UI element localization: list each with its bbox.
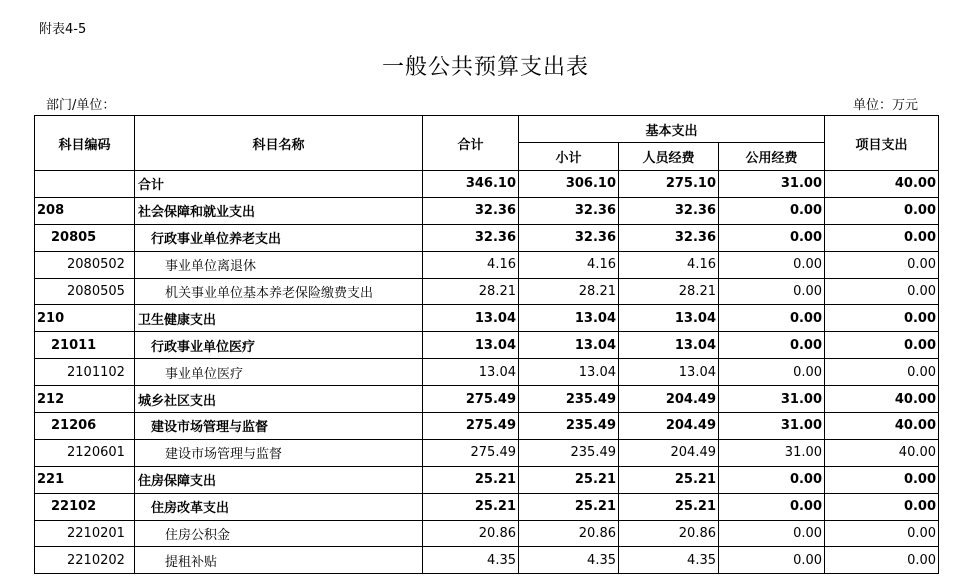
cell-subtotal: 235.49 — [519, 413, 619, 440]
cell-public: 31.00 — [719, 171, 825, 198]
cell-total: 13.04 — [423, 359, 519, 386]
cell-personnel: 4.16 — [619, 251, 719, 278]
table-row — [35, 171, 939, 198]
department-label: 部门/单位： — [46, 98, 116, 113]
table-row — [35, 466, 939, 493]
cell-project: 0.00 — [825, 547, 939, 574]
cell-project: 0.00 — [825, 251, 939, 278]
header-subtotal: 小计 — [519, 143, 619, 171]
cell-name: 事业单位离退休 — [135, 251, 423, 278]
cell-public: 0.00 — [719, 466, 825, 493]
cell-subtotal: 4.35 — [519, 547, 619, 574]
table-row — [35, 305, 939, 332]
cell-code: 2080505 — [35, 278, 135, 305]
cell-code: 2210201 — [35, 520, 135, 547]
header-name: 科目名称 — [135, 116, 423, 171]
cell-code: 2080502 — [35, 251, 135, 278]
table-row — [35, 278, 939, 305]
unit-label: 单位：万元 — [852, 98, 918, 113]
cell-personnel: 13.04 — [619, 359, 719, 386]
cell-personnel: 204.49 — [619, 413, 719, 440]
cell-project: 0.00 — [825, 305, 939, 332]
cell-name: 建设市场管理与监督 — [135, 439, 423, 466]
cell-subtotal: 25.21 — [519, 493, 619, 520]
cell-name: 提租补贴 — [135, 547, 423, 574]
table-body — [35, 171, 939, 574]
cell-name: 住房保障支出 — [135, 466, 423, 493]
cell-personnel: 4.35 — [619, 547, 719, 574]
budget-table — [34, 115, 939, 574]
cell-project: 0.00 — [825, 466, 939, 493]
cell-name: 卫生健康支出 — [135, 305, 423, 332]
cell-project: 0.00 — [825, 520, 939, 547]
cell-project: 0.00 — [825, 359, 939, 386]
cell-name: 社会保障和就业支出 — [135, 197, 423, 224]
cell-project: 0.00 — [825, 224, 939, 251]
cell-personnel: 32.36 — [619, 197, 719, 224]
cell-project: 0.00 — [825, 278, 939, 305]
cell-total: 275.49 — [423, 413, 519, 440]
cell-total: 275.49 — [423, 439, 519, 466]
cell-subtotal: 13.04 — [519, 332, 619, 359]
header-project: 项目支出 — [825, 116, 939, 171]
table-row — [35, 547, 939, 574]
cell-name: 事业单位医疗 — [135, 359, 423, 386]
cell-total: 20.86 — [423, 520, 519, 547]
cell-personnel: 13.04 — [619, 305, 719, 332]
cell-public: 0.00 — [719, 332, 825, 359]
cell-total: 275.49 — [423, 386, 519, 413]
cell-subtotal: 4.16 — [519, 251, 619, 278]
cell-personnel: 275.10 — [619, 171, 719, 198]
table-row — [35, 251, 939, 278]
cell-public: 31.00 — [719, 439, 825, 466]
cell-code: 208 — [35, 197, 135, 224]
cell-code: 210 — [35, 305, 135, 332]
cell-code: 2101102 — [35, 359, 135, 386]
cell-name: 合计 — [135, 171, 423, 198]
cell-total: 25.21 — [423, 493, 519, 520]
cell-public: 0.00 — [719, 224, 825, 251]
cell-total: 25.21 — [423, 466, 519, 493]
cell-name: 住房公积金 — [135, 520, 423, 547]
cell-subtotal: 306.10 — [519, 171, 619, 198]
cell-personnel: 25.21 — [619, 466, 719, 493]
cell-personnel: 20.86 — [619, 520, 719, 547]
cell-name: 城乡社区支出 — [135, 386, 423, 413]
cell-project: 40.00 — [825, 439, 939, 466]
cell-project: 40.00 — [825, 171, 939, 198]
cell-total: 28.21 — [423, 278, 519, 305]
cell-code: 212 — [35, 386, 135, 413]
appendix-label: 附表4-5 — [39, 22, 87, 37]
cell-code: 2210202 — [35, 547, 135, 574]
header-code: 科目编码 — [35, 116, 135, 171]
cell-subtotal: 32.36 — [519, 224, 619, 251]
cell-subtotal: 235.49 — [519, 386, 619, 413]
cell-subtotal: 235.49 — [519, 439, 619, 466]
cell-personnel: 25.21 — [619, 493, 719, 520]
cell-personnel: 28.21 — [619, 278, 719, 305]
table-row — [35, 332, 939, 359]
cell-personnel: 204.49 — [619, 439, 719, 466]
cell-public: 0.00 — [719, 197, 825, 224]
table-row — [35, 197, 939, 224]
cell-subtotal: 13.04 — [519, 305, 619, 332]
table-row — [35, 493, 939, 520]
cell-total: 32.36 — [423, 197, 519, 224]
cell-personnel: 204.49 — [619, 386, 719, 413]
cell-public: 0.00 — [719, 359, 825, 386]
cell-subtotal: 28.21 — [519, 278, 619, 305]
cell-total: 4.16 — [423, 251, 519, 278]
cell-public: 0.00 — [719, 305, 825, 332]
cell-name: 行政事业单位养老支出 — [135, 224, 423, 251]
cell-total: 13.04 — [423, 305, 519, 332]
page-title: 一般公共预算支出表 — [381, 55, 589, 80]
cell-total: 4.35 — [423, 547, 519, 574]
cell-public: 0.00 — [719, 493, 825, 520]
cell-name: 住房改革支出 — [135, 493, 423, 520]
cell-public: 0.00 — [719, 251, 825, 278]
cell-personnel: 13.04 — [619, 332, 719, 359]
cell-code: 21206 — [35, 413, 135, 440]
cell-name: 机关事业单位基本养老保险缴费支出 — [135, 278, 423, 305]
cell-code — [35, 171, 135, 198]
cell-subtotal: 13.04 — [519, 359, 619, 386]
cell-total: 13.04 — [423, 332, 519, 359]
table-row — [35, 386, 939, 413]
cell-public: 0.00 — [719, 278, 825, 305]
cell-subtotal: 25.21 — [519, 466, 619, 493]
table-row — [35, 359, 939, 386]
cell-name: 行政事业单位医疗 — [135, 332, 423, 359]
cell-name: 建设市场管理与监督 — [135, 413, 423, 440]
cell-project: 40.00 — [825, 413, 939, 440]
cell-public: 31.00 — [719, 386, 825, 413]
table-row — [35, 520, 939, 547]
table-row — [35, 224, 939, 251]
cell-project: 0.00 — [825, 332, 939, 359]
cell-subtotal: 20.86 — [519, 520, 619, 547]
cell-total: 346.10 — [423, 171, 519, 198]
cell-public: 0.00 — [719, 520, 825, 547]
cell-code: 221 — [35, 466, 135, 493]
cell-project: 0.00 — [825, 197, 939, 224]
cell-code: 2120601 — [35, 439, 135, 466]
cell-code: 22102 — [35, 493, 135, 520]
cell-public: 31.00 — [719, 413, 825, 440]
cell-subtotal: 32.36 — [519, 197, 619, 224]
cell-project: 40.00 — [825, 386, 939, 413]
cell-total: 32.36 — [423, 224, 519, 251]
header-total: 合计 — [423, 116, 519, 171]
cell-code: 20805 — [35, 224, 135, 251]
cell-public: 0.00 — [719, 547, 825, 574]
header-public: 公用经费 — [719, 143, 825, 171]
header-basic: 基本支出 — [519, 116, 825, 143]
cell-personnel: 32.36 — [619, 224, 719, 251]
cell-project: 0.00 — [825, 493, 939, 520]
cell-code: 21011 — [35, 332, 135, 359]
header-personnel: 人员经费 — [619, 143, 719, 171]
table-row — [35, 439, 939, 466]
table-row — [35, 413, 939, 440]
